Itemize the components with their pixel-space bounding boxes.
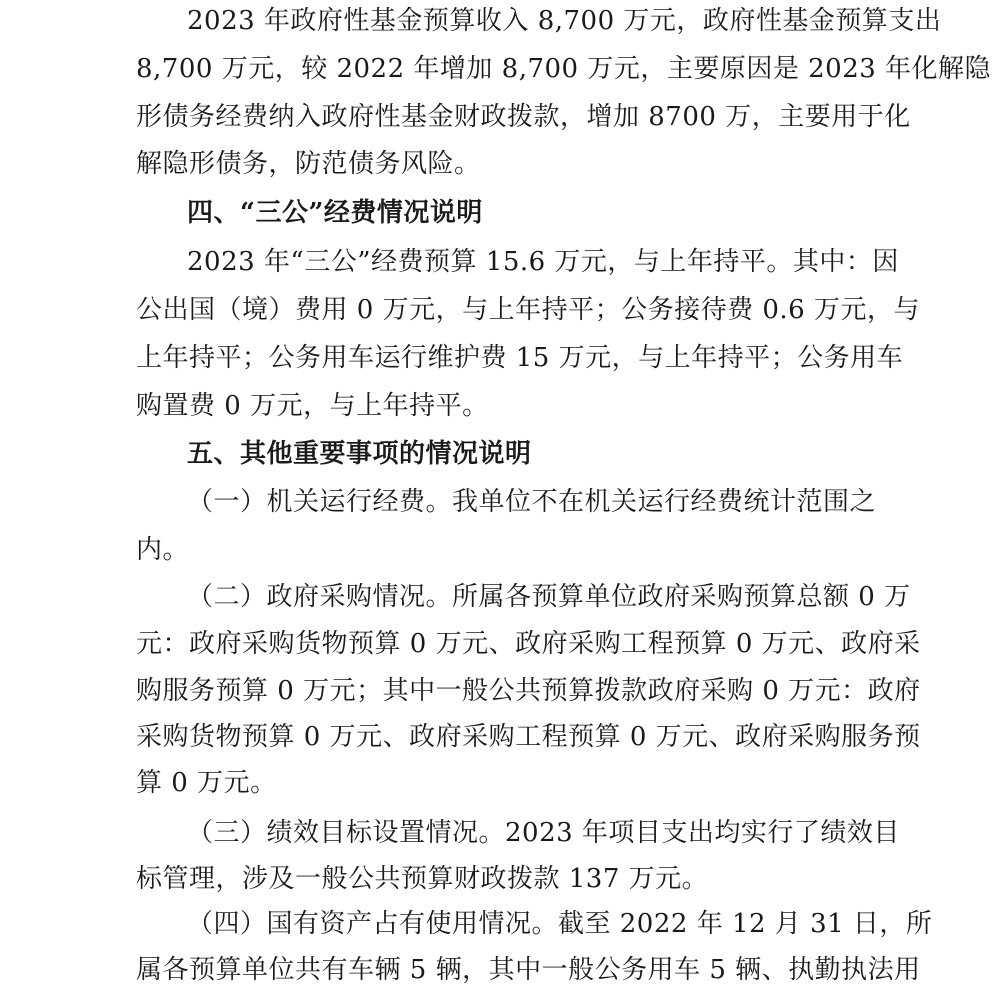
paragraph-line: 元：政府采购货物预算 0 万元、政府采购工程预算 0 万元、政府采 xyxy=(136,629,921,659)
paragraph-line: （四）国有资产占有使用情况。截至 2022 年 12 月 31 日，所 xyxy=(187,909,933,939)
paragraph-line: 算 0 万元。 xyxy=(136,768,277,798)
paragraph-line: 采购货物预算 0 万元、政府采购工程预算 0 万元、政府采购服务预 xyxy=(136,722,921,752)
paragraph-line: 形债务经费纳入政府性基金财政拨款，增加 8700 万，主要用于化 xyxy=(136,102,911,132)
paragraph-line: 2023 年“三公”经费预算 15.6 万元，与上年持平。其中：因 xyxy=(187,247,899,277)
paragraph-line: 公出国（境）费用 0 万元，与上年持平；公务接待费 0.6 万元，与 xyxy=(136,295,920,325)
paragraph-line: 标管理，涉及一般公共预算财政拨款 137 万元。 xyxy=(136,864,709,894)
paragraph-line: 解隐形债务，防范债务风险。 xyxy=(136,149,481,179)
paragraph-line: 购置费 0 万元，与上年持平。 xyxy=(136,391,489,421)
paragraph-line: （三）绩效目标设置情况。2023 年项目支出均实行了绩效目 xyxy=(187,818,900,848)
section-heading: 五、其他重要事项的情况说明 xyxy=(187,439,532,469)
paragraph-line: 购服务预算 0 万元；其中一般公共预算拨款政府采购 0 万元：政府 xyxy=(136,676,921,706)
paragraph-line: （二）政府采购情况。所属各预算单位政府采购预算总额 0 万 xyxy=(187,582,911,612)
paragraph-line: 属各预算单位共有车辆 5 辆，其中一般公务用车 5 辆、执勤执法用 xyxy=(136,955,921,985)
paragraph-line: 8,700 万元，较 2022 年增加 8,700 万元，主要原因是 2023 年化解隐 xyxy=(136,54,992,84)
paragraph-line: 内。 xyxy=(136,535,190,565)
paragraph-line: 2023 年政府性基金预算收入 8,700 万元，政府性基金预算支出 xyxy=(187,6,942,36)
paragraph-line: 上年持平；公务用车运行维护费 15 万元，与上年持平；公务用车 xyxy=(136,343,904,373)
paragraph-line: （一）机关运行经费。我单位不在机关运行经费统计范围之 xyxy=(187,487,877,517)
section-heading: 四、“三公”经费情况说明 xyxy=(187,198,483,228)
